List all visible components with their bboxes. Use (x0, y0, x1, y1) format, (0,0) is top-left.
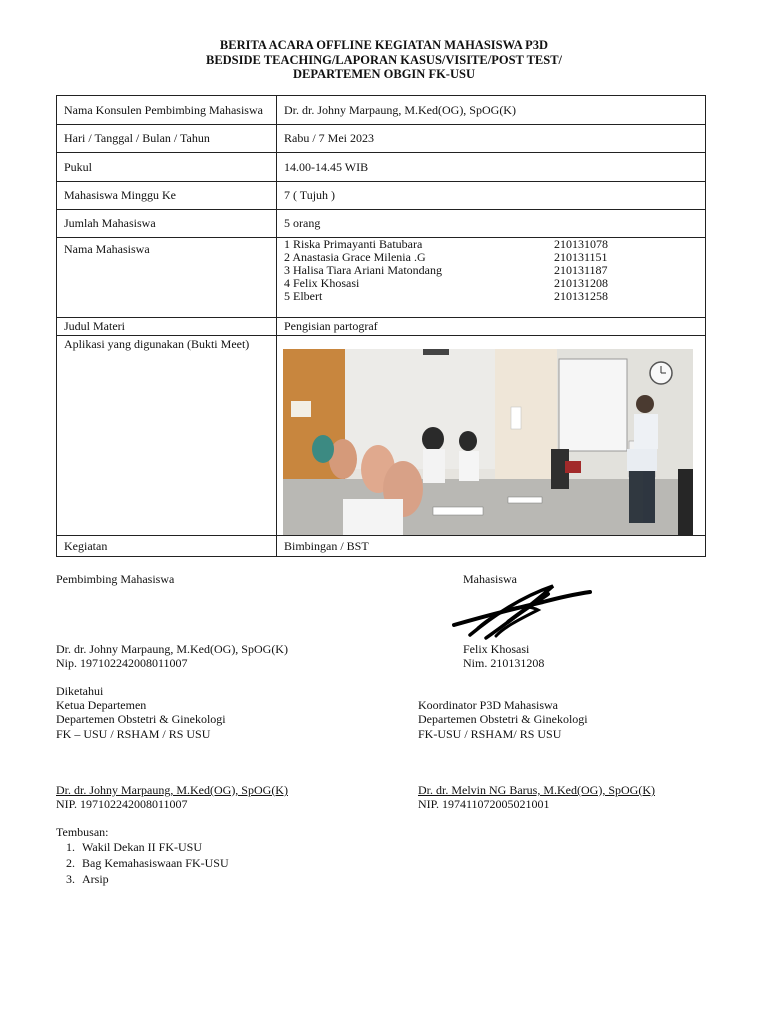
mahasiswa-name: Felix Khosasi (463, 642, 530, 656)
pukul-value: 14.00-14.45 WIB (277, 153, 706, 182)
materi-value: Pengisian partograf (277, 318, 706, 336)
minggu-value: 7 ( Tujuh ) (277, 182, 706, 210)
koordinator-title: Koordinator P3D Mahasiswa (418, 698, 558, 712)
aplikasi-label: Aplikasi yang digunakan (Bukti Meet) (57, 336, 277, 536)
row-kegiatan (57, 536, 706, 557)
student-row: 4 Felix Khosasi 210131208 (284, 276, 608, 290)
mahasiswa-nim: Nim. 210131208 (463, 656, 545, 670)
student-signature (448, 580, 598, 642)
classroom-photo-image (283, 349, 693, 535)
tembusan-list (56, 839, 229, 887)
ketua-dept: Departemen Obstetri & Ginekologi (56, 712, 226, 726)
materi-label: Judul Materi (57, 318, 277, 336)
tembusan-item: 2. Bag Kemahasiswaan FK-USU (78, 855, 229, 871)
ketua-nip: NIP. 197102242008011007 (56, 797, 188, 811)
pembimbing-title: Pembimbing Mahasiswa (56, 572, 175, 586)
document-title (0, 38, 768, 82)
jumlah-value: 5 orang (277, 210, 706, 238)
tanggal-label: Hari / Tanggal / Bulan / Tahun (57, 125, 277, 153)
row-materi (57, 318, 706, 336)
kegiatan-label: Kegiatan (57, 536, 277, 557)
row-aplikasi (57, 336, 706, 536)
minggu-label: Mahasiswa Minggu Ke (57, 182, 277, 210)
koordinator-name: Dr. dr. Melvin NG Barus, M.Ked(OG), SpOG(K) (418, 783, 655, 797)
kegiatan-value: Bimbingan / BST (277, 536, 706, 557)
title-line-3: DEPARTEMEN OBGIN FK-USU (293, 67, 475, 81)
tembusan-item: 3. Arsip (78, 871, 229, 887)
student-row: 3 Halisa Tiara Ariani Matondang 210131187 (284, 263, 608, 277)
pembimbing-name: Dr. dr. Johny Marpaung, M.Ked(OG), SpOG(K) (56, 642, 288, 656)
nama-label: Nama Mahasiswa (57, 238, 277, 318)
row-konsulen (57, 96, 706, 125)
pukul-label: Pukul (57, 153, 277, 182)
row-tanggal (57, 125, 706, 153)
row-nama-mahasiswa (57, 238, 706, 318)
student-row: 5 Elbert 210131258 (284, 289, 608, 303)
konsulen-value: Dr. dr. Johny Marpaung, M.Ked(OG), SpOG(K) (277, 96, 706, 125)
koordinator-inst: FK-USU / RSHAM/ RS USU (418, 727, 562, 741)
activity-table (56, 95, 706, 557)
row-jumlah (57, 210, 706, 238)
koordinator-dept: Departemen Obstetri & Ginekologi (418, 712, 588, 726)
row-pukul (57, 153, 706, 182)
student-list (284, 238, 698, 303)
row-minggu (57, 182, 706, 210)
student-row: 1 Riska Primayanti Batubara 210131078 (284, 237, 608, 251)
title-line-2: BEDSIDE TEACHING/LAPORAN KASUS/VISITE/POST TEST/ (205, 52, 563, 67)
tembusan-title: Tembusan: (56, 825, 109, 839)
tanggal-value: Rabu / 7 Mei 2023 (277, 125, 706, 153)
konsulen-label: Nama Konsulen Pembimbing Mahasiswa (57, 96, 277, 125)
koordinator-nip: NIP. 197411072005021001 (418, 797, 550, 811)
ketua-name: Dr. dr. Johny Marpaung, M.Ked(OG), SpOG(K) (56, 783, 288, 797)
classroom-photo (283, 349, 693, 535)
jumlah-label: Jumlah Mahasiswa (57, 210, 277, 238)
pembimbing-nip: Nip. 197102242008011007 (56, 656, 188, 670)
tembusan-item: 1. Wakil Dekan II FK-USU (78, 839, 229, 855)
title-line-1: BERITA ACARA OFFLINE KEGIATAN MAHASISWA P3D (219, 38, 549, 52)
student-row: 2 Anastasia Grace Milenia .G 210131151 (284, 250, 608, 264)
ketua-inst: FK – USU / RSHAM / RS USU (56, 727, 211, 741)
ketua-title: Ketua Departemen (56, 698, 147, 712)
diketahui-label: Diketahui (56, 684, 104, 698)
mahasiswa-title: Mahasiswa (463, 572, 517, 586)
